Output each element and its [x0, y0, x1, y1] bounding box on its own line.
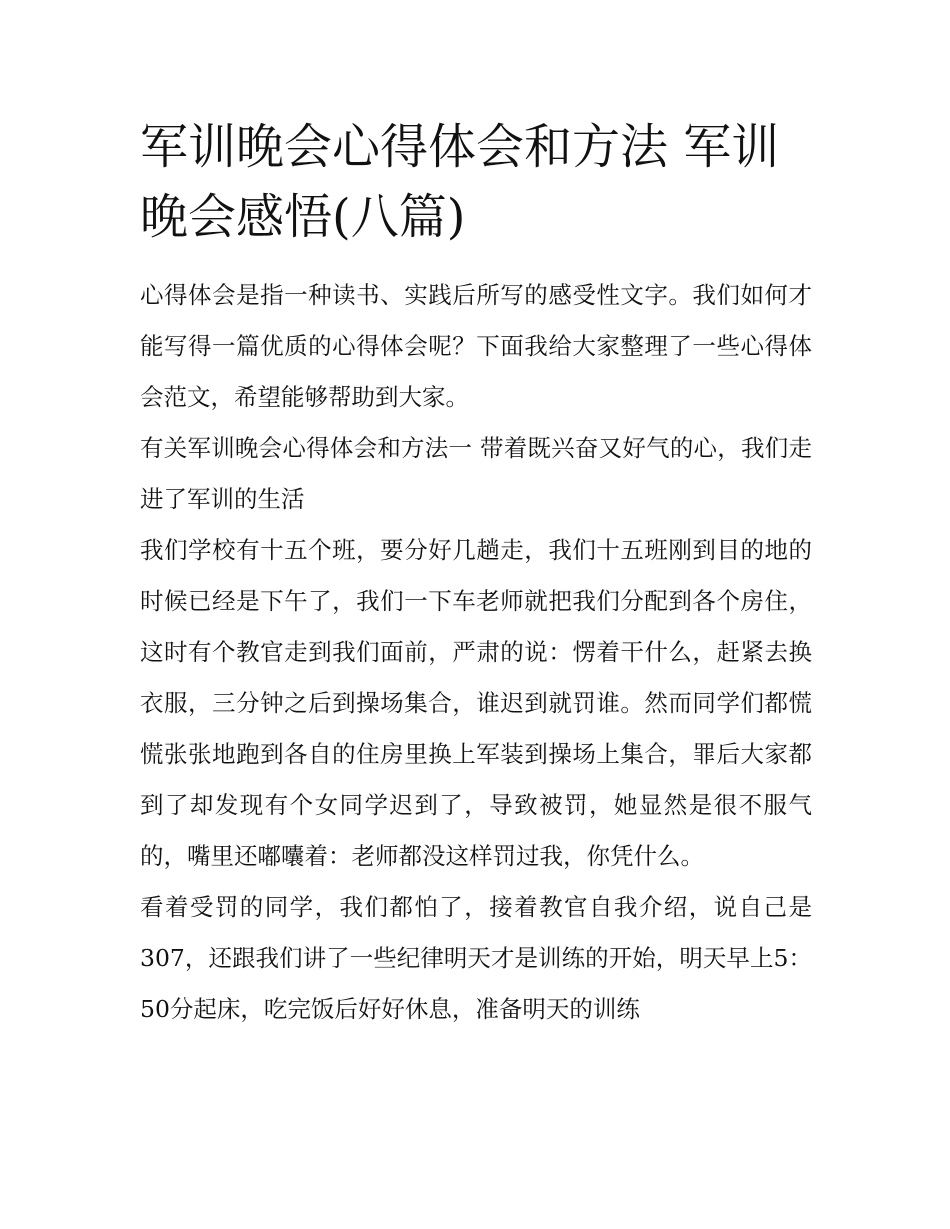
document-title: 军训晚会心得体会和方法 军训晚会感悟(八篇)	[140, 119, 780, 245]
paragraph-arrival: 我们学校有十五个班，要分好几趟走，我们十五班刚到目的地的时候已经是下午了，我们一下车老师就把我们分配到各个房住，这时有个教官走到我们面前，严肃的说：愣着干什么，赶紧去换衣服，三分钟之后到操场集合，谁迟到就罚谁。然而同学们都慌慌张张地跑到各自的住房里换上军装到操场上集合，罪后大家都到了却发现有个女同学迟到了，导致被罚，她显然是很不服气的，嘴里还嘟囔着：老师都没这样罚过我，你凭什么。	[140, 536, 812, 870]
paragraph-intro: 心得体会是指一种读书、实践后所写的感受性文字。我们如何才能写得一篇优质的心得体会呢？下面我给大家整理了一些心得体会范文，希望能够帮助到大家。	[140, 281, 812, 411]
paragraph-essay-heading: 有关军训晚会心得体会和方法一 带着既兴奋又好气的心，我们走进了军训的生活	[140, 434, 812, 513]
paragraph-instructor: 看着受罚的同学，我们都怕了，接着教官自我介绍，说自己是307，还跟我们讲了一些纪律明天才是训练的开始，明天早上5：50分起床，吃完饭后好好休息，准备明天的训练	[140, 893, 812, 1023]
document-page	[140, 112, 812, 1035]
